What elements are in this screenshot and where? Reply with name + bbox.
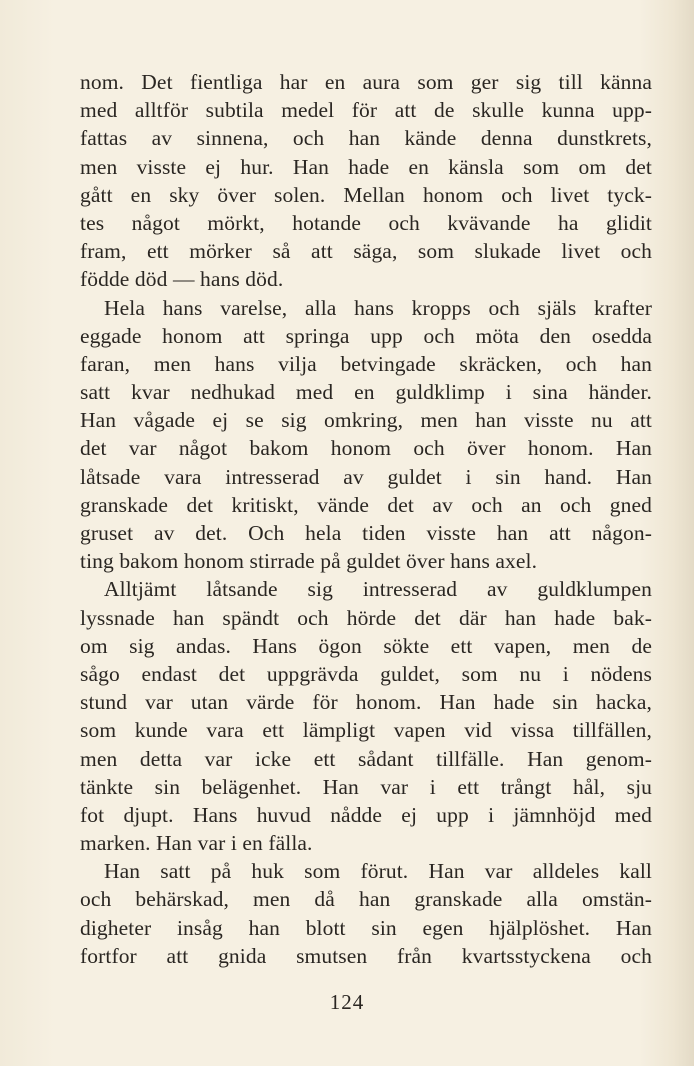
text-line: men visste ej hur. Han hade en känsla som om det <box>80 154 652 179</box>
text-line: som kunde vara ett lämpligt vapen vid vissa tillfällen, <box>80 718 652 743</box>
text-line: eggade honom att springa upp och möta den osedda <box>80 323 652 348</box>
text-line: men detta var icke ett sådant tillfälle. Han genom- <box>80 746 652 771</box>
text-line: Alltjämt låtsande sig intresserad av guldklumpen <box>104 577 652 602</box>
text-line: fortfor att gnida smutsen från kvartsstyckena och <box>80 943 652 968</box>
text-line: digheter insåg han blott sin egen hjälplöshet. Han <box>80 915 652 940</box>
text-line: fattas av sinnena, och han kände denna dunstkrets, <box>80 126 652 151</box>
text-line: tänkte sin belägenhet. Han var i ett trångt hål, sju <box>80 774 652 799</box>
text-line: Han satt på huk som förut. Han var alldeles kall <box>104 859 652 884</box>
text-line: fot djupt. Hans huvud nådde ej upp i jämnhöjd med <box>80 802 652 827</box>
body-text <box>80 68 652 970</box>
paragraph <box>80 575 652 857</box>
text-line: Hela hans varelse, alla hans kropps och själs krafter <box>104 295 652 320</box>
paragraph <box>80 294 652 576</box>
text-line: faran, men hans vilja betvingade skräcken, och han <box>80 351 652 376</box>
text-line: om sig andas. Hans ögon sökte ett vapen, men de <box>80 633 652 658</box>
text-line: gått en sky över solen. Mellan honom och livet tyck- <box>80 182 652 207</box>
text-line: marken. Han var i en fälla. <box>80 831 313 856</box>
text-line: gruset av det. Och hela tiden visste han att någon- <box>80 521 652 545</box>
text-line: satt kvar nedhukad med en guldklimp i sina händer. <box>80 380 652 405</box>
text-line: ting bakom honom stirrade på guldet över hans axel. <box>80 549 538 574</box>
text-line: det var något bakom honom och över honom. Han <box>80 436 652 461</box>
text-line: och behärskad, men då han granskade alla omstän- <box>80 887 652 912</box>
paragraph <box>80 68 652 294</box>
text-line: låtsade vara intresserad av guldet i sin hand. Han <box>80 464 652 489</box>
paragraph <box>80 857 652 970</box>
text-line: födde död — hans död. <box>80 267 284 292</box>
page-number: 124 <box>329 990 365 1014</box>
text-line: sågo endast det uppgrävda guldet, som nu i nödens <box>80 661 652 686</box>
text-line: tes något mörkt, hotande och kvävande ha glidit <box>80 210 652 235</box>
text-line: nom. Det fientliga har en aura som ger sig till känna <box>80 70 652 94</box>
text-line: stund var utan värde för honom. Han hade sin hacka, <box>80 690 652 715</box>
text-line: granskade det kritiskt, vände det av och an och gned <box>80 492 652 517</box>
text-line: fram, ett mörker så att säga, som slukade livet och <box>80 239 652 264</box>
text-line: lyssnade han spändt och hörde det där han hade bak- <box>80 605 652 630</box>
text-line: Han vågade ej se sig omkring, men han visste nu att <box>80 408 652 433</box>
text-line: med alltför subtila medel för att de skulle kunna upp- <box>80 98 652 123</box>
